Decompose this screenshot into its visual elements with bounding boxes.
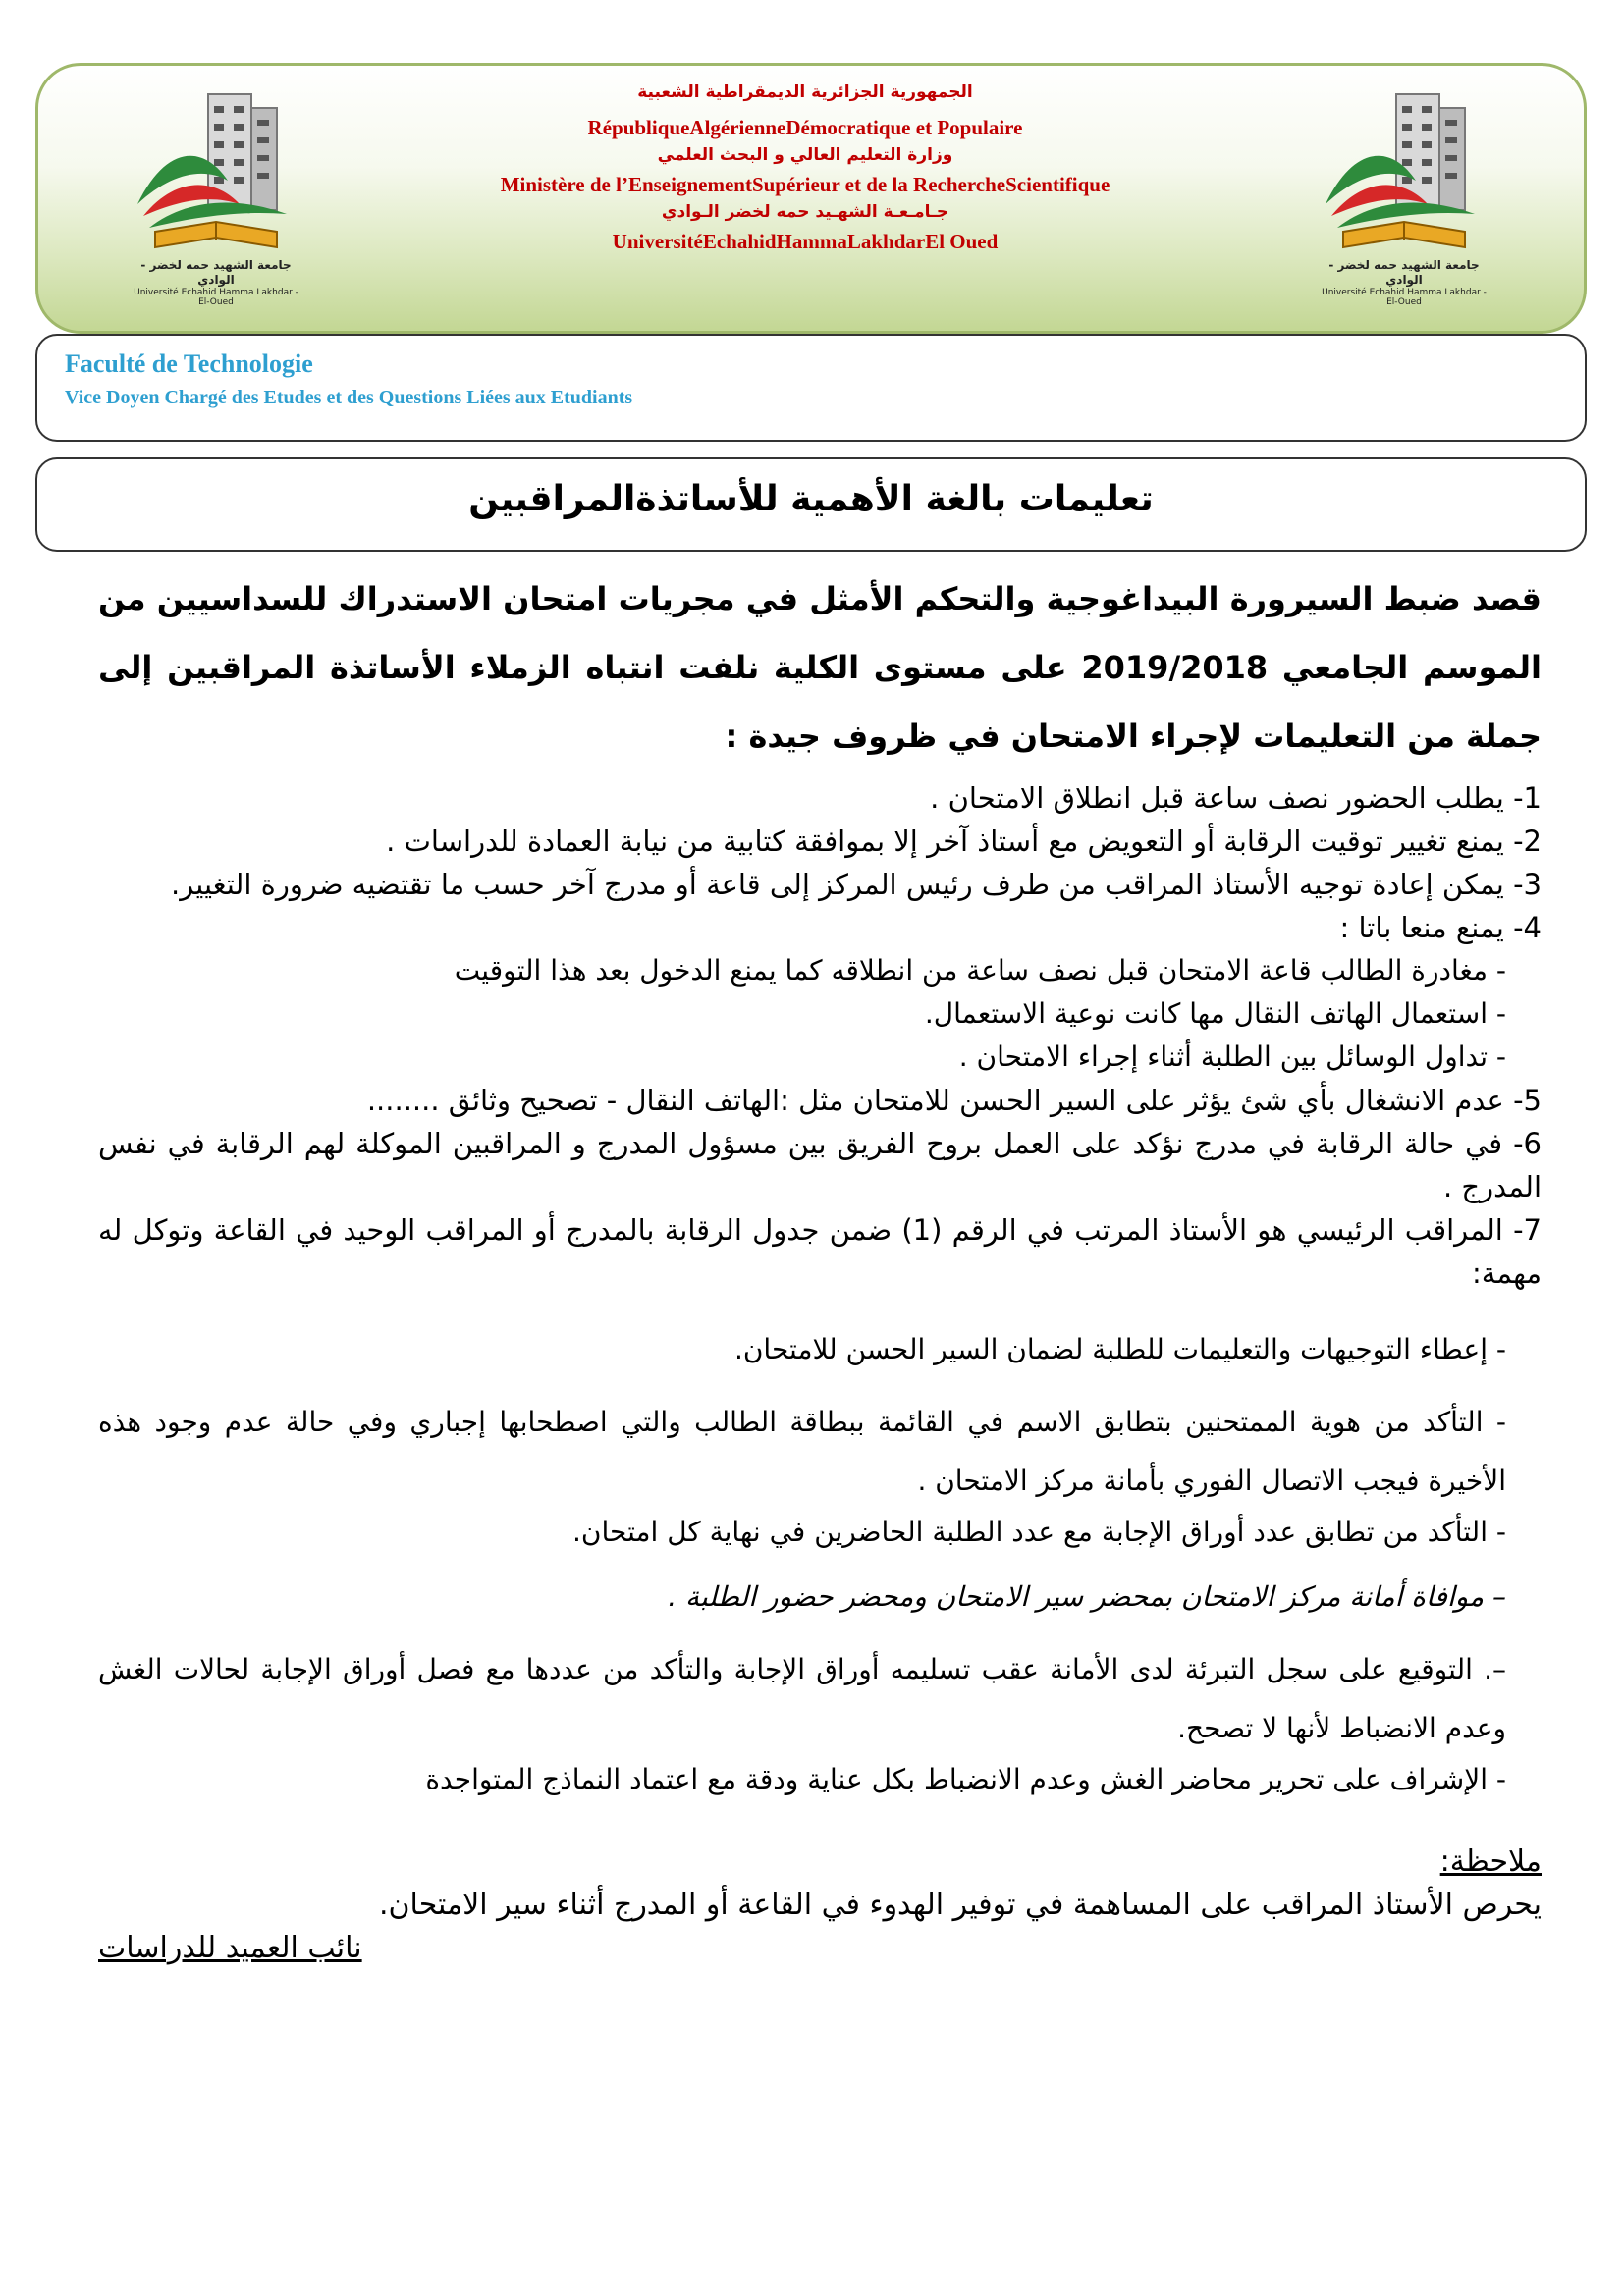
intro-paragraph: قصد ضبط السيرورة البيداغوجية والتحكم الأمثل في مجريات امتحان الاستدراك للسداسيين من الموسم الجامعي 2019/2018 على مستوى الكلية نلفت انتباه الزملاء الأساتذة المراقبين إلى جملة من التعليمات لإجراء الامتحان في ظروف جيدة :	[98, 580, 1543, 755]
task-6: - الإشراف على تحرير محاضر الغش وعدم الانضباط بكل عناية ودقة مع اعتماد النماذج المتواجدة	[425, 1763, 1506, 1795]
logo-caption-latin: Université Echahid Hamma Lakhdar - El-Oued	[1322, 288, 1487, 307]
instruction-6: 6- في حالة الرقابة في مدرج نؤكد على العمل بروح الفريق بين مسؤول المدرج و المراقبين الموكلة لهم الرقابة في نفس المدرج .	[98, 1127, 1542, 1203]
note-heading: ملاحظة:	[1439, 1844, 1542, 1879]
header-ministry-french: Ministère de l’EnseignementSupérieur et de la RechercheScientifique	[500, 173, 1110, 196]
task-4: – موافاة أمانة مركز الامتحان بمحضر سير الامتحان ومحضر حضور الطلبة .	[668, 1580, 1506, 1613]
header-republic-french: RépubliqueAlgérienneDémocratique et Populaire	[587, 116, 1023, 139]
faculty-name: Faculté de Technologie	[65, 349, 313, 378]
header-university-arabic: جـامـعـة الشهـيد حمه لخضر الـوادي	[661, 202, 949, 222]
header-ministry-arabic: وزارة التعليم العالي و البحث العلمي	[657, 145, 953, 165]
instruction-3: 3- يمكن إعادة توجيه الأستاذ المراقب من طرف رئيس المركز إلى قاعة أو مدرج آخر حسب ما تقتضيه ضرورة التغيير.	[171, 868, 1542, 901]
signature-vice-dean: نائب العميد للدراسات	[98, 1931, 362, 1965]
university-logo-icon	[1316, 84, 1492, 256]
document-title: تعليمات بالغة الأهمية للأساتذةالمراقبين	[468, 479, 1154, 519]
document-body	[98, 564, 1542, 1970]
logo-caption-arabic: جامعة الشهيد حمه لخضر - الوادي	[140, 258, 292, 287]
header-republic-arabic: الجمهورية الجزائرية الديمقراطية الشعبية	[637, 82, 973, 102]
instruction-4: 4- يمنع منعا باتا :	[1339, 911, 1542, 944]
instruction-4-c: - تداول الوسائل بين الطلبة أثناء إجراء الامتحان .	[958, 1041, 1506, 1073]
title-box	[35, 457, 1587, 552]
task-5: –. التوقيع على سجل التبرئة لدى الأمانة عقب تسليمه أوراق الإجابة والتأكد من عددها مع فصل أوراق الإجابة لحالات الغش وعدم الانضباط لأنها لا تصحح.	[98, 1653, 1506, 1744]
note-text: يحرص الأستاذ المراقب على المساهمة في توفير الهدوء في القاعة أو المدرج أثناء سير الامتحان.	[378, 1888, 1542, 1922]
task-1: - إعطاء التوجيهات والتعليمات للطلبة لضمان السير الحسن للامتحان.	[733, 1333, 1506, 1365]
university-logo-right	[1316, 84, 1492, 307]
instruction-1: 1- يطلب الحضور نصف ساعة قبل انطلاق الامتحان .	[930, 781, 1542, 815]
university-logo-left	[128, 84, 304, 307]
task-3: - التأكد من تطابق عدد أوراق الإجابة مع عدد الطلبة الحاضرين في نهاية كل امتحان.	[572, 1516, 1506, 1548]
instruction-2: 2- يمنع تغيير توقيت الرقابة أو التعويض مع أستاذ آخر إلا بموافقة كتابية من نيابة العمادة للدراسات .	[386, 825, 1542, 858]
vice-dean-title: Vice Doyen Chargé des Etudes et des Questions Liées aux Etudiants	[65, 387, 633, 408]
header-university-french: UniversitéEchahidHammaLakhdarEl Oued	[612, 230, 999, 253]
logo-caption-latin: Université Echahid Hamma Lakhdar - El-Oued	[134, 288, 298, 307]
instruction-5: 5- عدم الانشغال بأي شئ يؤثر على السير الحسن للامتحان مثل :الهاتف النقال - تصحيح وثائق ........	[366, 1084, 1542, 1117]
task-2: - التأكد من هوية الممتحنين بتطابق الاسم في القائمة ببطاقة الطالب والتي اصطحابها إجباري وفي حالة عدم وجود هذه الأخيرة فيجب الاتصال الفوري بأمانة مركز الامتحان .	[98, 1406, 1506, 1497]
faculty-box	[35, 334, 1587, 442]
instruction-4-b: - استعمال الهاتف النقال مها كانت نوعية الاستعمال.	[924, 997, 1506, 1030]
logo-caption-arabic: جامعة الشهيد حمه لخضر - الوادي	[1328, 258, 1480, 287]
instruction-7: 7- المراقب الرئيسي هو الأستاذ المرتب في الرقم (1) ضمن جدول الرقابة بالمدرج أو المراقب الوحيد في القاعة وتوكل له مهمة:	[98, 1213, 1542, 1290]
university-logo-icon	[128, 84, 304, 256]
instruction-4-a: - مغادرة الطالب قاعة الامتحان قبل نصف ساعة من انطلاقه كما يمنع الدخول بعد هذا التوقيت	[454, 954, 1506, 987]
